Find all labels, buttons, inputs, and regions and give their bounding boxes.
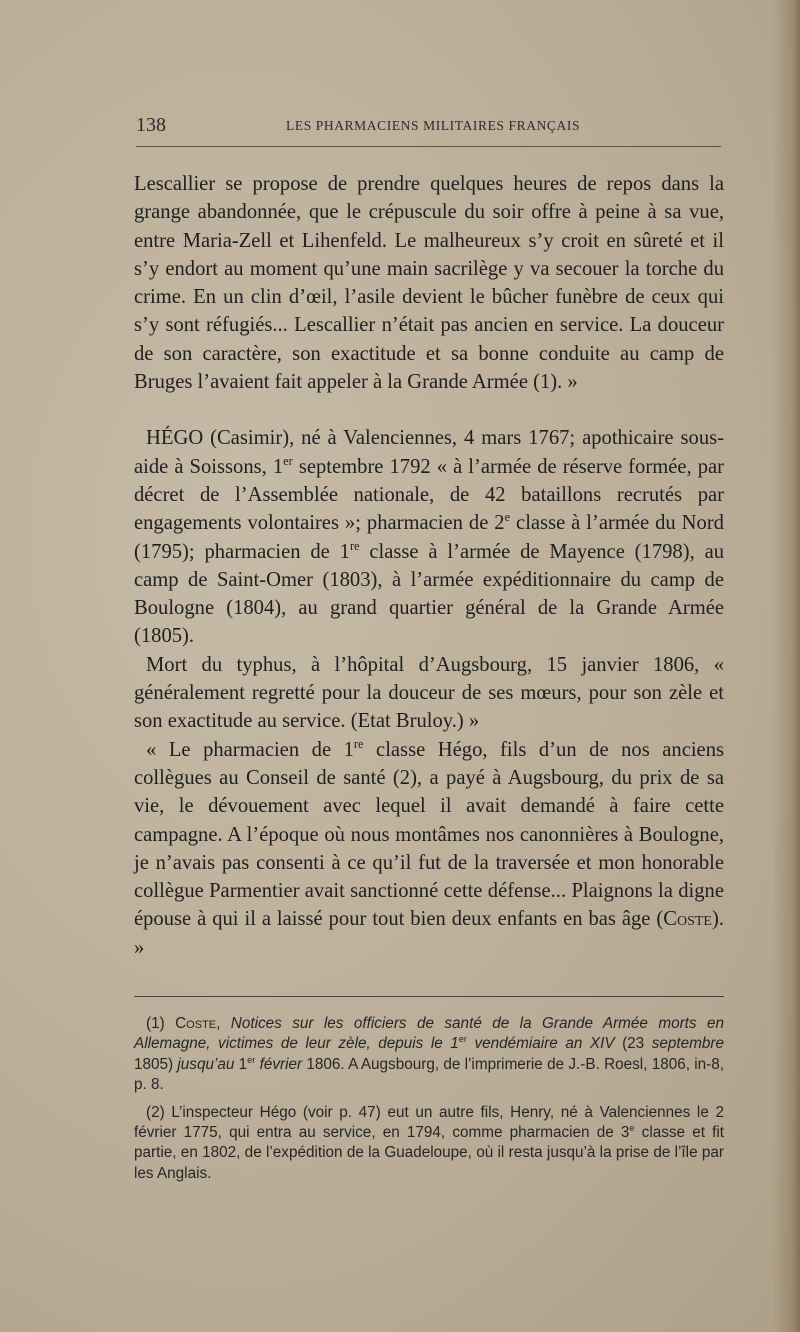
text-run: 1 — [234, 1055, 248, 1073]
text-run: (23 — [614, 1035, 652, 1053]
footnote-number: (1) — [146, 1015, 176, 1032]
text-run: 1806. A Augsbourg, de l’imprimerie de J.-B. Roesl, 1806, in-8, p. 8. — [134, 1055, 725, 1094]
superscript: er — [247, 1054, 256, 1065]
superscript: re — [349, 538, 360, 553]
text-run: (2) L’inspecteur Hégo (voir p. 47) eut un autre fils, Henry, né à Valenciennes le 2 février 1775, qui entra au service, en 1794, comme pharmacien de 3 — [134, 1103, 724, 1142]
text-run: classe Hégo, fils d’un de nos anciens collègues au Conseil de santé (2), a payé à Augsbourg, du prix de sa vie, le dévouement avec lequel il avait demandé à faire cette campagne. A l’époque où nous montâmes nos canonnières à Boulogne, je n’avais pas consenti à ce qu’il fut de la traversée et mon honorable collègue Parmentier avait sanctionné cette défense... Plaignons la digne épouse à qui il a laissé pour tout bien deux enfants en bas âge ( — [134, 738, 725, 931]
page-number: 138 — [136, 114, 166, 136]
author-name: Coste — [663, 908, 712, 931]
text-run: , — [216, 1015, 231, 1032]
italic-text: jusqu’au — [177, 1055, 235, 1073]
text-run: septembre 1792 « à l’armée de réserve formée, par décret de l’Assemblée nationale, de 42 bataillons recrutés par engagements volontaires »; pharmacien de 2 — [134, 455, 724, 535]
text-run: ). » — [134, 908, 724, 959]
text-run: classe à l’armée du Nord (1795); pharmacien de 1 — [134, 512, 724, 563]
paragraph-hego-death: Mort du typhus, à l’hôpital d’Augsbourg, 15 janvier 1806, « généralement regretté pour la douceur de ses mœurs, pour son zèle et son exactitude au service. (Etat Bruloy.) » — [134, 653, 724, 733]
body-text — [134, 170, 724, 962]
text-run: classe à l’armée de Mayence (1798), au camp de Saint-Omer (1803), à l’armée expéditionnaire du camp de Boulogne (1804), au grand quartier général de la Grande Armée (1805). — [134, 540, 725, 648]
italic-text: septembre — [651, 1035, 724, 1053]
text-run: « Le pharmacien de 1 — [146, 738, 354, 761]
text-run: classe et fit partie, en 1802, de l’expédition de la Guadeloupe, où il resta jusqu’à la prise de l’île par les Anglais. — [134, 1124, 725, 1182]
header-rule — [136, 146, 721, 147]
paragraph-hego-biography — [134, 424, 724, 650]
superscript: er — [458, 1034, 467, 1045]
running-title: LES PHARMACIENS MILITAIRES FRANÇAIS — [286, 118, 581, 133]
italic-title: vendémiaire an XIV — [466, 1035, 615, 1053]
footnote-1 — [134, 1014, 724, 1096]
author-name: Coste — [175, 1015, 217, 1032]
footnote-rule — [134, 996, 724, 997]
page-edge-shadow — [772, 0, 800, 1332]
superscript: re — [353, 736, 364, 751]
paragraph-gap — [134, 396, 724, 424]
italic-text: février — [255, 1055, 303, 1073]
footnotes — [134, 1014, 724, 1191]
text-run: 1805) — [134, 1055, 178, 1073]
superscript: e — [629, 1122, 635, 1133]
paragraph-lescallier: Lescallier se propose de prendre quelques heures de repos dans la grange abandonnée, que le crépuscule du soir offre à peine à sa vue, entre Maria-Zell et Lihenfeld. Le malheureux s’y croit en sûreté et il s’y endort au moment qu’une main sacrilège y va secouer la torche du crime. En un clin d’œil, l’asile devient le bûcher funèbre de ceux qui s’y sont réfugiés... Lescallier n’était pas ancien en service. La douceur de son caractère, son exactitude et sa bonne conduite au camp de Bruges l’avaient fait appeler à la Grande Armée (1). » — [134, 173, 724, 394]
superscript: er — [283, 453, 293, 468]
italic-title: Notices sur les officiers de santé de la Grande Armée morts en Allemagne, victimes de leur zèle, depuis le 1 — [134, 1015, 725, 1053]
text-run: HÉGO (Casimir), né à Valenciennes, 4 mars 1767; apothicaire sous-aide à Soissons, 1 — [134, 427, 724, 478]
footnote-2 — [134, 1103, 724, 1185]
superscript: e — [504, 510, 511, 525]
paragraph-coste-quote — [134, 736, 724, 962]
page-header — [136, 114, 721, 138]
